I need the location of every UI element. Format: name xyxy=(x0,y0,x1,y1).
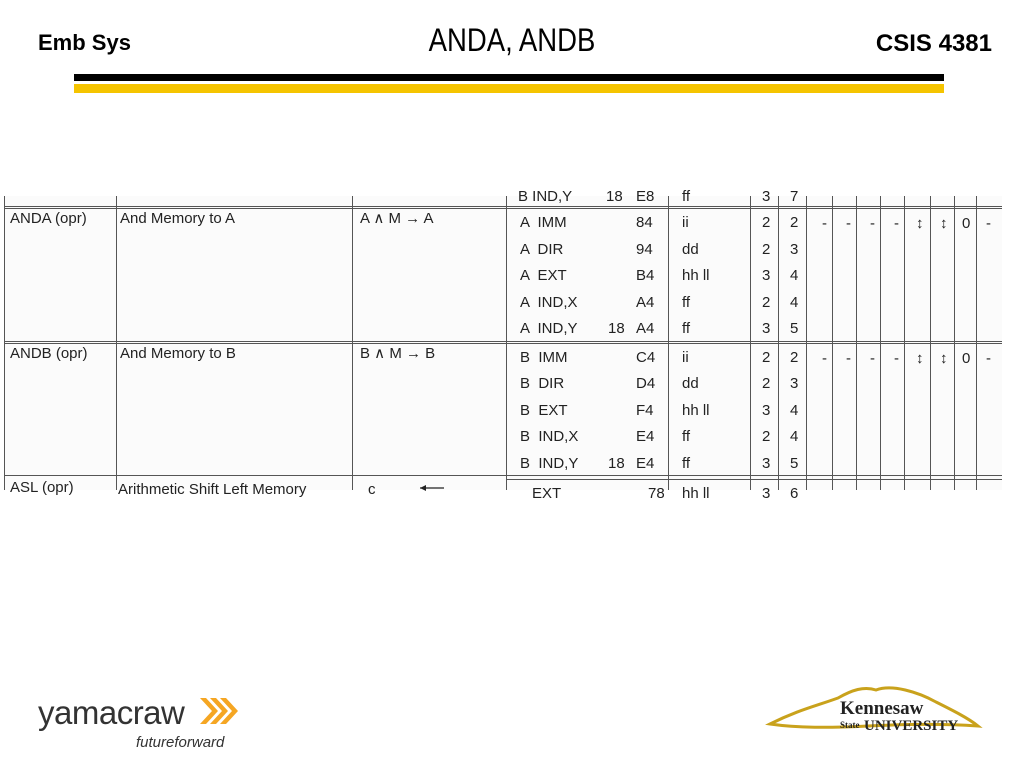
cycles: 4 xyxy=(790,267,799,284)
cycles: 5 xyxy=(790,454,799,472)
opcode-prefix: 18 xyxy=(608,320,625,337)
kennesaw-state-logo xyxy=(768,680,980,740)
condition-code: ↕ xyxy=(940,215,948,232)
opcode: E4 xyxy=(636,428,655,445)
opcode: D4 xyxy=(636,375,656,392)
addressing-mode: A IND,Y xyxy=(520,320,578,337)
addressing-mode: A EXT xyxy=(520,267,567,284)
partial-row-bytes: 3 xyxy=(762,188,771,205)
condition-code: - xyxy=(870,215,875,232)
boolean-expression: B ∧ M → B xyxy=(360,344,436,362)
bytes: 2 xyxy=(762,240,771,258)
header-rule-gold xyxy=(74,84,944,93)
course-code: CSIS 4381 xyxy=(875,30,992,57)
cycles: 2 xyxy=(790,214,799,231)
partial-row-opcode: E8 xyxy=(636,188,655,205)
source-form: ANDA (opr) xyxy=(10,210,87,227)
operand: ii xyxy=(682,348,689,366)
condition-code: 0 xyxy=(962,349,971,367)
addressing-mode: A IMM xyxy=(520,214,567,231)
condition-code: ↕ xyxy=(916,349,924,367)
addressing-mode: B DIR xyxy=(520,375,565,392)
course-label: Emb Sys xyxy=(38,30,131,55)
operation: And Memory to B xyxy=(120,344,236,362)
cycles: 3 xyxy=(790,375,799,392)
boolean-expression: A ∧ M → A xyxy=(360,210,434,227)
header-rule-black xyxy=(74,74,944,81)
cycles: 5 xyxy=(790,320,799,337)
cycles: 3 xyxy=(790,240,799,258)
slide-title: ANDA, ANDB xyxy=(428,22,596,58)
condition-code: ↕ xyxy=(916,215,924,232)
condition-code: - xyxy=(986,349,991,367)
condition-code: - xyxy=(894,215,899,232)
operand: dd xyxy=(682,240,699,258)
opcode-prefix: 18 xyxy=(608,454,625,472)
operand-asl: hh ll xyxy=(682,485,710,502)
yamacraw-logo xyxy=(38,694,225,751)
operand: ff xyxy=(682,320,691,337)
ksu-state: State xyxy=(840,720,860,730)
partial-row-cycles: 7 xyxy=(790,188,799,205)
opcode-asl: 78 xyxy=(648,485,665,502)
ksu-line2: UNIVERSITY xyxy=(864,718,959,734)
opcode: 94 xyxy=(636,240,653,258)
addressing-mode: A IND,X xyxy=(520,293,578,311)
opcode: F4 xyxy=(636,401,654,419)
bytes: 2 xyxy=(762,214,771,231)
condition-code: - xyxy=(894,349,899,367)
operand: ii xyxy=(682,214,689,231)
bytes: 3 xyxy=(762,454,771,472)
bytes: 3 xyxy=(762,401,771,419)
cycles: 4 xyxy=(790,293,799,311)
bytes-asl: 3 xyxy=(762,485,771,502)
bytes: 3 xyxy=(762,320,771,337)
yamacraw-wordmark: yamacraw xyxy=(38,694,185,731)
condition-code: - xyxy=(822,215,827,232)
boolean-asl: c xyxy=(368,481,376,498)
bytes: 3 xyxy=(762,267,771,284)
condition-code: - xyxy=(870,349,875,367)
bytes: 2 xyxy=(762,375,771,392)
addressing-mode-asl: EXT xyxy=(532,485,562,502)
cycles-asl: 6 xyxy=(790,485,799,502)
source-form: ANDB (opr) xyxy=(10,344,88,362)
table-hline xyxy=(4,341,1002,342)
operand: ff xyxy=(682,428,691,445)
opcode: B4 xyxy=(636,267,655,284)
partial-row-prefix: 18 xyxy=(606,188,623,205)
table-hline xyxy=(506,479,1002,480)
condition-code: - xyxy=(822,349,827,367)
table-hline xyxy=(4,208,1002,209)
ksu-line1: Kennesaw xyxy=(840,698,924,719)
partial-row-mode: B IND,Y xyxy=(518,188,573,205)
cycles: 4 xyxy=(790,428,799,445)
operation-asl: Arithmetic Shift Left Memory xyxy=(118,481,307,498)
cycles: 2 xyxy=(790,348,799,366)
operand: hh ll xyxy=(682,267,710,284)
condition-code: 0 xyxy=(962,215,971,232)
table-hline xyxy=(4,206,1002,207)
bytes: 2 xyxy=(762,348,771,366)
addressing-mode: B EXT xyxy=(520,401,568,419)
instruction-table-scan xyxy=(4,188,1002,502)
partial-row-operand: ff xyxy=(682,188,691,205)
opcode: E4 xyxy=(636,454,655,472)
operand: hh ll xyxy=(682,401,710,419)
source-form-asl: ASL (opr) xyxy=(10,479,74,496)
addressing-mode: A DIR xyxy=(520,240,564,258)
operand: ff xyxy=(682,293,691,311)
operation: And Memory to A xyxy=(120,210,236,227)
opcode: A4 xyxy=(636,293,655,311)
chevrons-icon xyxy=(198,696,240,726)
condition-code: ↕ xyxy=(940,349,948,367)
table-hline xyxy=(4,343,1002,344)
bytes: 2 xyxy=(762,428,771,445)
addressing-mode: B IMM xyxy=(520,348,568,366)
shift-arrow-icon xyxy=(416,483,446,493)
condition-code: - xyxy=(846,215,851,232)
addressing-mode: B IND,X xyxy=(520,428,579,445)
operand: ff xyxy=(682,454,691,472)
opcode: 84 xyxy=(636,214,653,231)
opcode: C4 xyxy=(636,348,656,366)
yamacraw-tagline: futureforward xyxy=(136,734,225,751)
operand: dd xyxy=(682,375,699,392)
table-hline xyxy=(4,475,1002,476)
opcode: A4 xyxy=(636,320,655,337)
cycles: 4 xyxy=(790,401,799,419)
condition-code: - xyxy=(846,349,851,367)
addressing-mode: B IND,Y xyxy=(520,454,579,472)
bytes: 2 xyxy=(762,293,771,311)
condition-code: - xyxy=(986,215,991,232)
